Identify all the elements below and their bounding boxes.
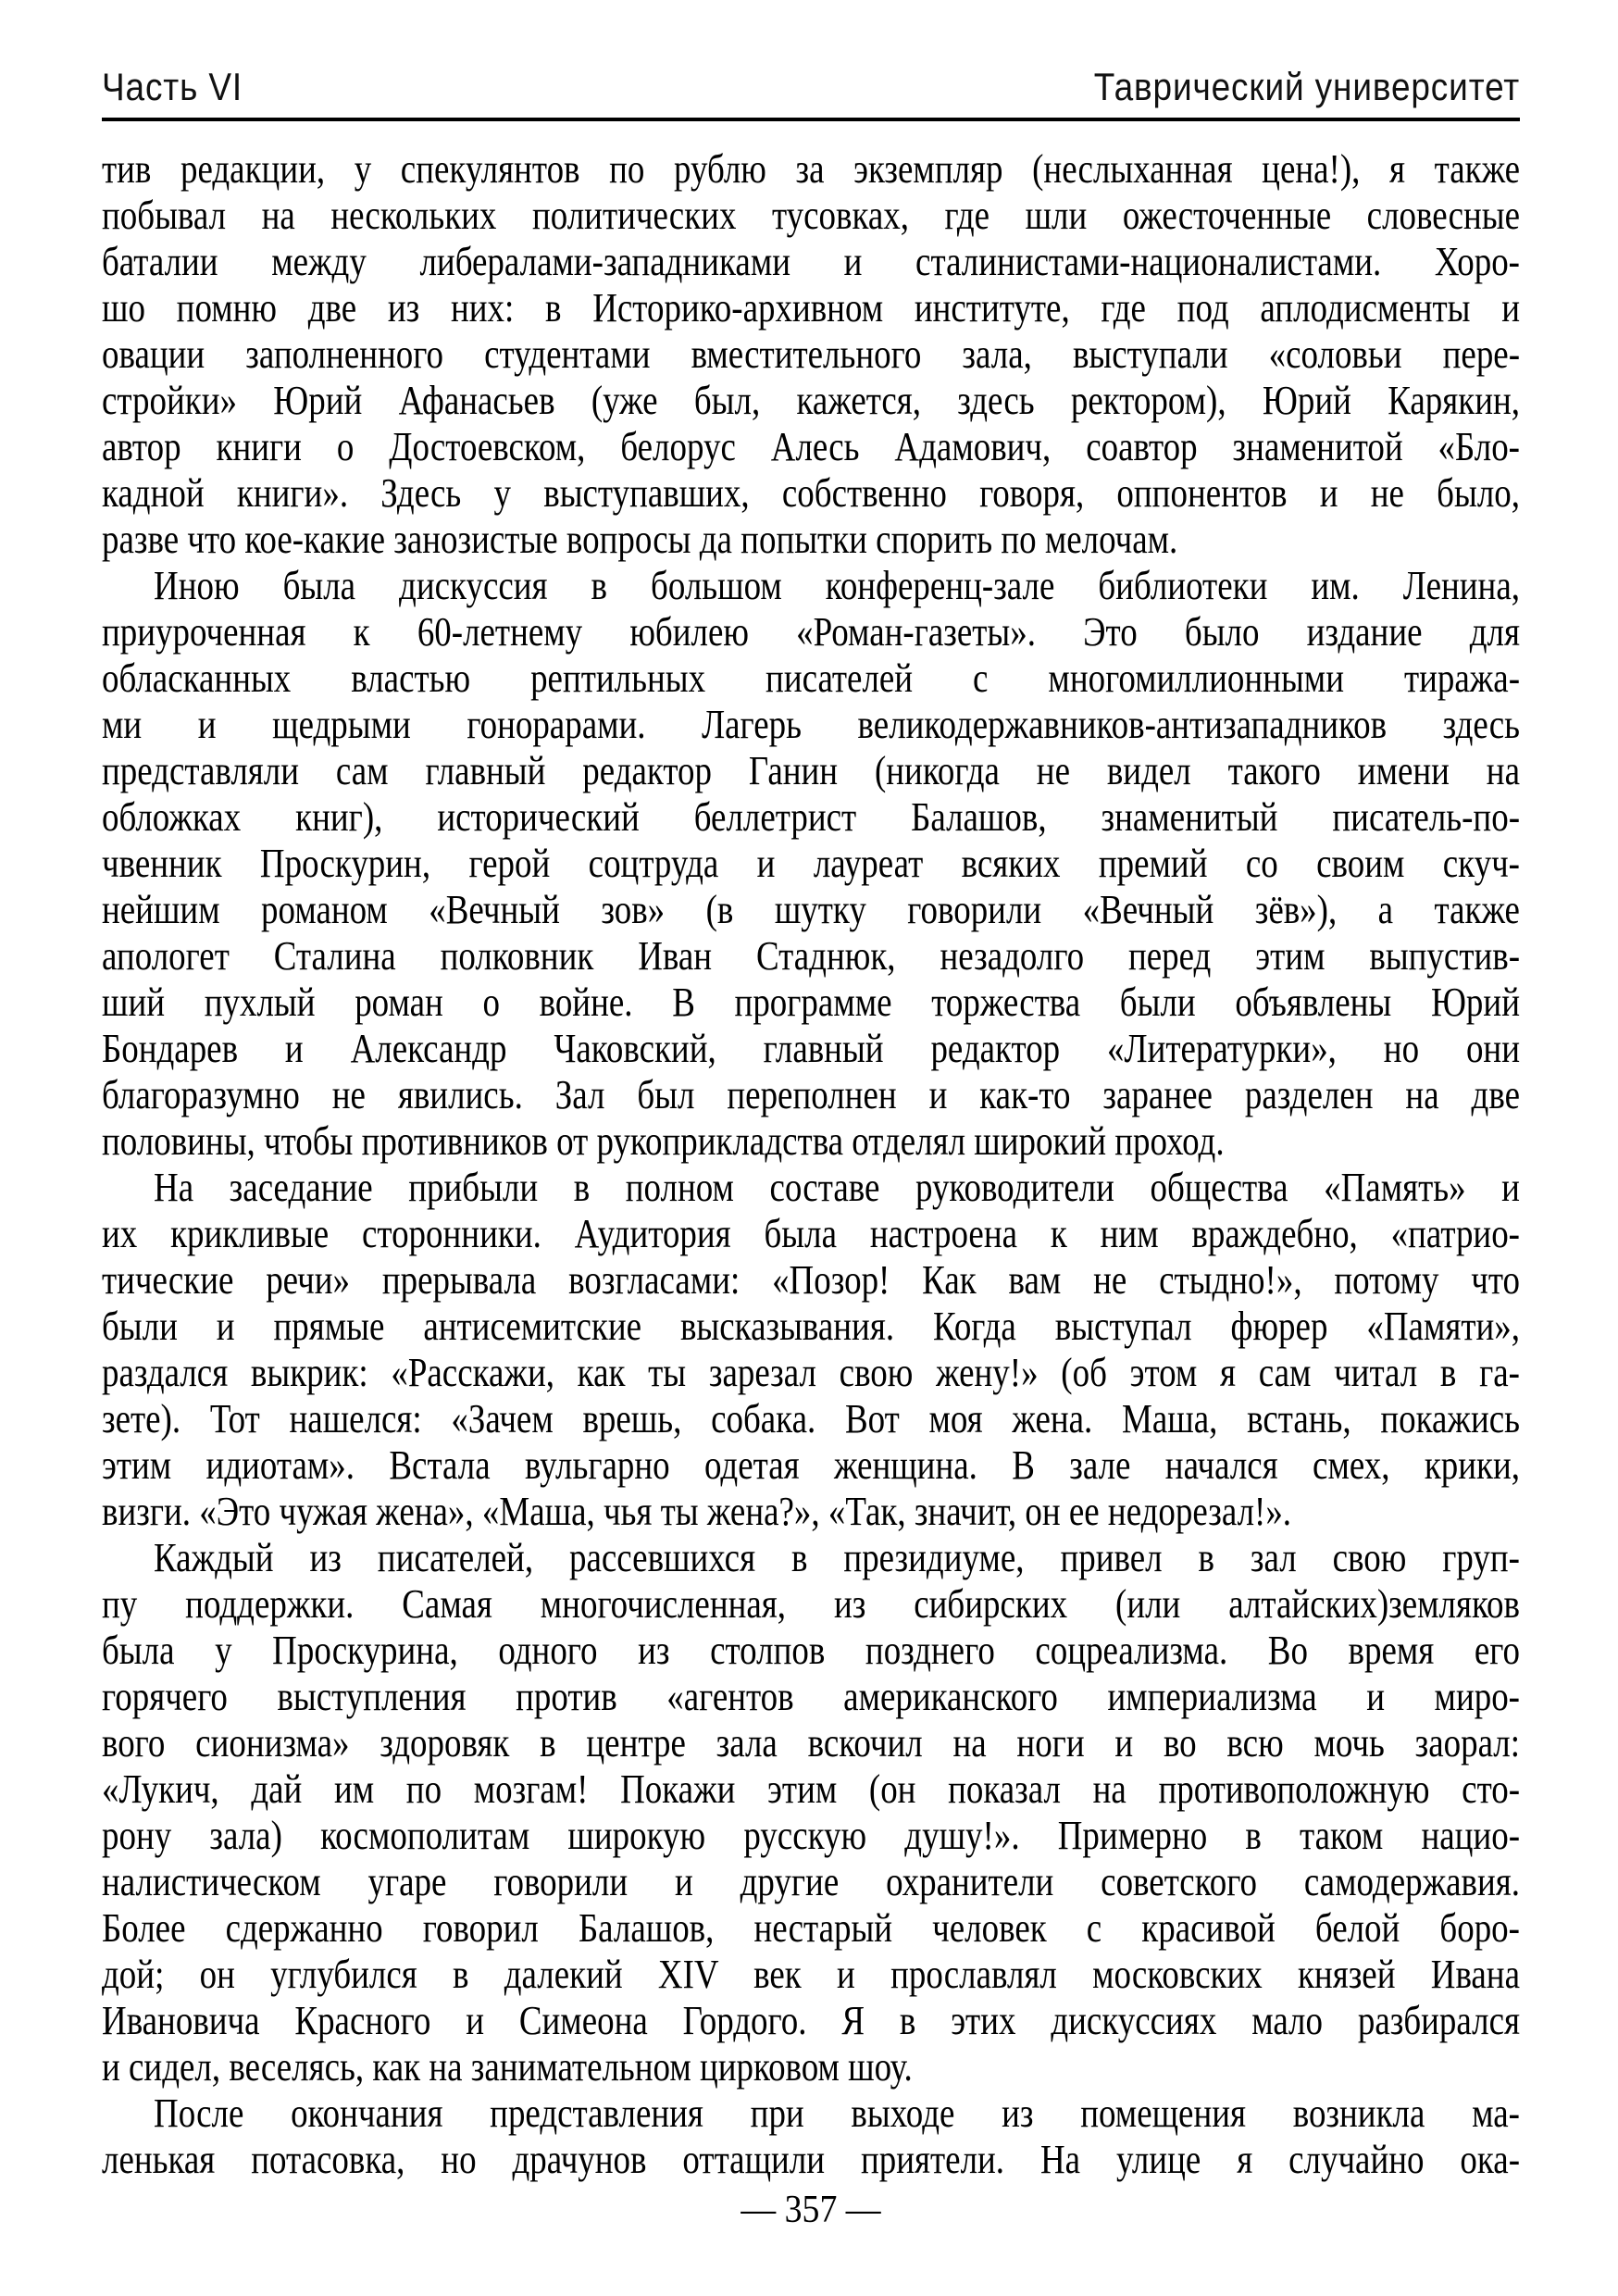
text-line — [102, 1813, 1520, 1859]
paragraph — [102, 563, 1520, 1165]
text-line-content: автор книги о Достоевском, белорус Алесь Адамович, соавтор знаменитой «Бло- — [102, 424, 1521, 469]
text-line — [102, 1396, 1520, 1442]
text-line-content: шо помню две из них: в Историко-архивном институте, где под аплодисменты и — [102, 285, 1521, 331]
text-line-content: нейшим романом «Вечный зов» (в шутку говорили «Вечный зёв»), а также — [102, 887, 1520, 932]
page-number: — 357 — — [741, 2189, 881, 2231]
text-line-content: кадной книги». Здесь у выступавших, собственно говоря, оппонентов и не было, — [102, 470, 1520, 516]
text-line — [102, 1720, 1520, 1766]
text-line — [102, 1350, 1520, 1396]
text-line-content: горячего выступления против «агентов американского империализма и миро- — [102, 1674, 1520, 1719]
paragraph — [102, 146, 1520, 563]
text-line — [102, 1489, 1520, 1535]
text-line-content: их крикливые сторонники. Аудитория была настроена к ним враждебно, «патрио- — [102, 1211, 1521, 1256]
text-line-content: побывал на нескольких политических тусовках, где шли ожесточенные словесные — [102, 193, 1521, 238]
text-line — [102, 1535, 1520, 1581]
paragraph — [102, 1165, 1520, 1535]
text-line — [102, 655, 1520, 702]
text-line-content: визги. «Это чужая жена», «Маша, чья ты жена?», «Так, значит, он ее недорезал!». — [102, 1489, 1292, 1534]
text-line-content: тические речи» прерывала возгласами: «Позор! Как вам не стыдно!», потому что — [102, 1257, 1520, 1303]
text-line — [102, 285, 1520, 331]
running-header — [102, 65, 1520, 109]
text-line-content: стройки» Юрий Афанасьев (уже был, кажется, здесь ректором), Юрий Карякин, — [102, 378, 1521, 423]
text-line-content: благоразумно не явились. Зал был переполнен и как-то заранее разделен на две — [102, 1072, 1521, 1117]
text-line — [102, 1211, 1520, 1257]
text-line-content: Более сдержанно говорил Балашов, нестарый человек с красивой белой боро- — [102, 1905, 1520, 1951]
text-line-content: представляли сам главный редактор Ганин (никогда не видел такого имени на — [102, 748, 1521, 793]
text-line — [102, 1442, 1520, 1489]
text-line — [102, 146, 1520, 193]
text-line-content: ми и щедрыми гонорарами. Лагерь великодержавников-антизападников здесь — [102, 702, 1520, 747]
text-line-content: Бондарев и Александр Чаковский, главный редактор «Литературки», но они — [102, 1026, 1520, 1071]
text-line — [102, 2090, 1520, 2137]
text-line-content: и сидел, веселясь, как на занимательном цирковом шоу. — [102, 2044, 913, 2090]
text-line — [102, 1766, 1520, 1813]
header-chapter-title: Таврический университет — [1093, 65, 1520, 108]
page-footer — [102, 2187, 1520, 2233]
header-rule — [102, 118, 1520, 121]
text-line-content: После окончания представления при выходе из помещения возникла ма- — [154, 2090, 1520, 2136]
text-line — [102, 841, 1520, 887]
text-line-content: была у Проскурина, одного из столпов позднего соцреализма. Во время его — [102, 1628, 1520, 1673]
text-line — [102, 1118, 1520, 1165]
text-line — [102, 1859, 1520, 1905]
text-line — [102, 563, 1520, 609]
text-line — [102, 1026, 1520, 1072]
text-line-content: приуроченная к 60-летнему юбилею «Роман-газеты». Это было издание для — [102, 609, 1520, 655]
text-line-content: пу поддержки. Самая многочисленная, из сибирских (или алтайских)земляков — [102, 1581, 1520, 1627]
text-line-content: ший пухлый роман о войне. В программе торжества были объявлены Юрий — [102, 980, 1520, 1025]
text-line — [102, 470, 1520, 517]
text-line-content: апологет Сталина полковник Иван Стаднюк, незадолго перед этим выпустив- — [102, 933, 1521, 979]
text-line — [102, 2137, 1520, 2183]
text-line — [102, 331, 1520, 378]
text-line — [102, 1304, 1520, 1350]
text-line-content: Иною была дискуссия в большом конференц-зале библиотеки им. Ленина, — [154, 563, 1520, 608]
text-line — [102, 1905, 1520, 1952]
text-line-content: «Лукич, дай им по мозгам! Покажи этим (он показал на противоположную сто- — [102, 1766, 1521, 1812]
text-line-content: раздался выкрик: «Расскажи, как ты зарезал свою жену!» (об этом я сам читал в га- — [102, 1350, 1520, 1395]
text-line — [102, 517, 1520, 563]
text-line — [102, 239, 1520, 285]
text-line — [102, 2044, 1520, 2090]
text-line — [102, 1165, 1520, 1211]
text-line — [102, 887, 1520, 933]
text-line-content: чвенник Проскурин, герой соцтруда и лауреат всяких премий со своим скуч- — [102, 841, 1520, 886]
text-line-content: тив редакции, у спекулянтов по рублю за экземпляр (неслыханная цена!), я также — [102, 146, 1521, 192]
text-line — [102, 1257, 1520, 1304]
text-line — [102, 794, 1520, 841]
text-line-content: обложках книг), исторический беллетрист Балашов, знаменитый писатель-по- — [102, 794, 1521, 840]
page-body — [102, 146, 1520, 2183]
text-line — [102, 702, 1520, 748]
text-line — [102, 1581, 1520, 1628]
text-line-content: половины, чтобы противников от рукоприкладства отделял широкий проход. — [102, 1118, 1225, 1164]
text-line-content: были и прямые антисемитские высказывания. Когда выступал фюрер «Памяти», — [102, 1304, 1520, 1349]
text-line-content: зете). Тот нашелся: «Зачем врешь, собака. Вот моя жена. Маша, встань, покажись — [102, 1396, 1521, 1441]
text-line-content: овации заполненного студентами вместительного зала, выступали «соловьи пере- — [102, 331, 1521, 377]
text-line — [102, 424, 1520, 470]
text-line — [102, 609, 1520, 655]
text-line-content: вого сионизма» здоровяк в центре зала вскочил на ноги и во всю мочь заорал: — [102, 1720, 1521, 1766]
paragraph — [102, 1535, 1520, 2090]
text-line-content: налистическом угаре говорили и другие охранители советского самодержавия. — [102, 1859, 1521, 1904]
text-line — [102, 1952, 1520, 1998]
text-line — [102, 1628, 1520, 1674]
text-line — [102, 378, 1520, 424]
text-line-content: Каждый из писателей, рассевшихся в президиуме, привел в зал свою груп- — [154, 1535, 1520, 1580]
text-line-content: разве что кое-какие занозистые вопросы да попытки спорить по мелочам. — [102, 517, 1178, 562]
text-line — [102, 1998, 1520, 2044]
text-line — [102, 1072, 1520, 1118]
text-line — [102, 1674, 1520, 1720]
text-line — [102, 193, 1520, 239]
paragraph — [102, 2090, 1520, 2183]
text-line-content: этим идиотам». Встала вульгарно одетая женщина. В зале начался смех, крики, — [102, 1442, 1521, 1488]
text-line-content: На заседание прибыли в полном составе руководители общества «Память» и — [154, 1165, 1520, 1210]
text-line — [102, 748, 1520, 794]
text-line-content: ленькая потасовка, но драчунов оттащили приятели. На улице я случайно ока- — [102, 2137, 1521, 2182]
text-line-content: обласканных властью рептильных писателей с многомиллионными тиража- — [102, 655, 1521, 701]
text-line-content: Ивановича Красного и Симеона Гордого. Я в этих дискуссиях мало разбирался — [102, 1998, 1520, 2043]
header-part-label: Часть VI — [102, 65, 243, 108]
text-line — [102, 933, 1520, 980]
text-line-content: баталии между либералами-западниками и сталинистами-националистами. Хоро- — [102, 239, 1521, 284]
text-line — [102, 980, 1520, 1026]
text-line-content: дой; он углубился в далекий XIV век и прославлял московских князей Ивана — [102, 1952, 1521, 1997]
text-line-content: рону зала) космополитам широкую русскую душу!». Примерно в таком нацио- — [102, 1813, 1521, 1858]
